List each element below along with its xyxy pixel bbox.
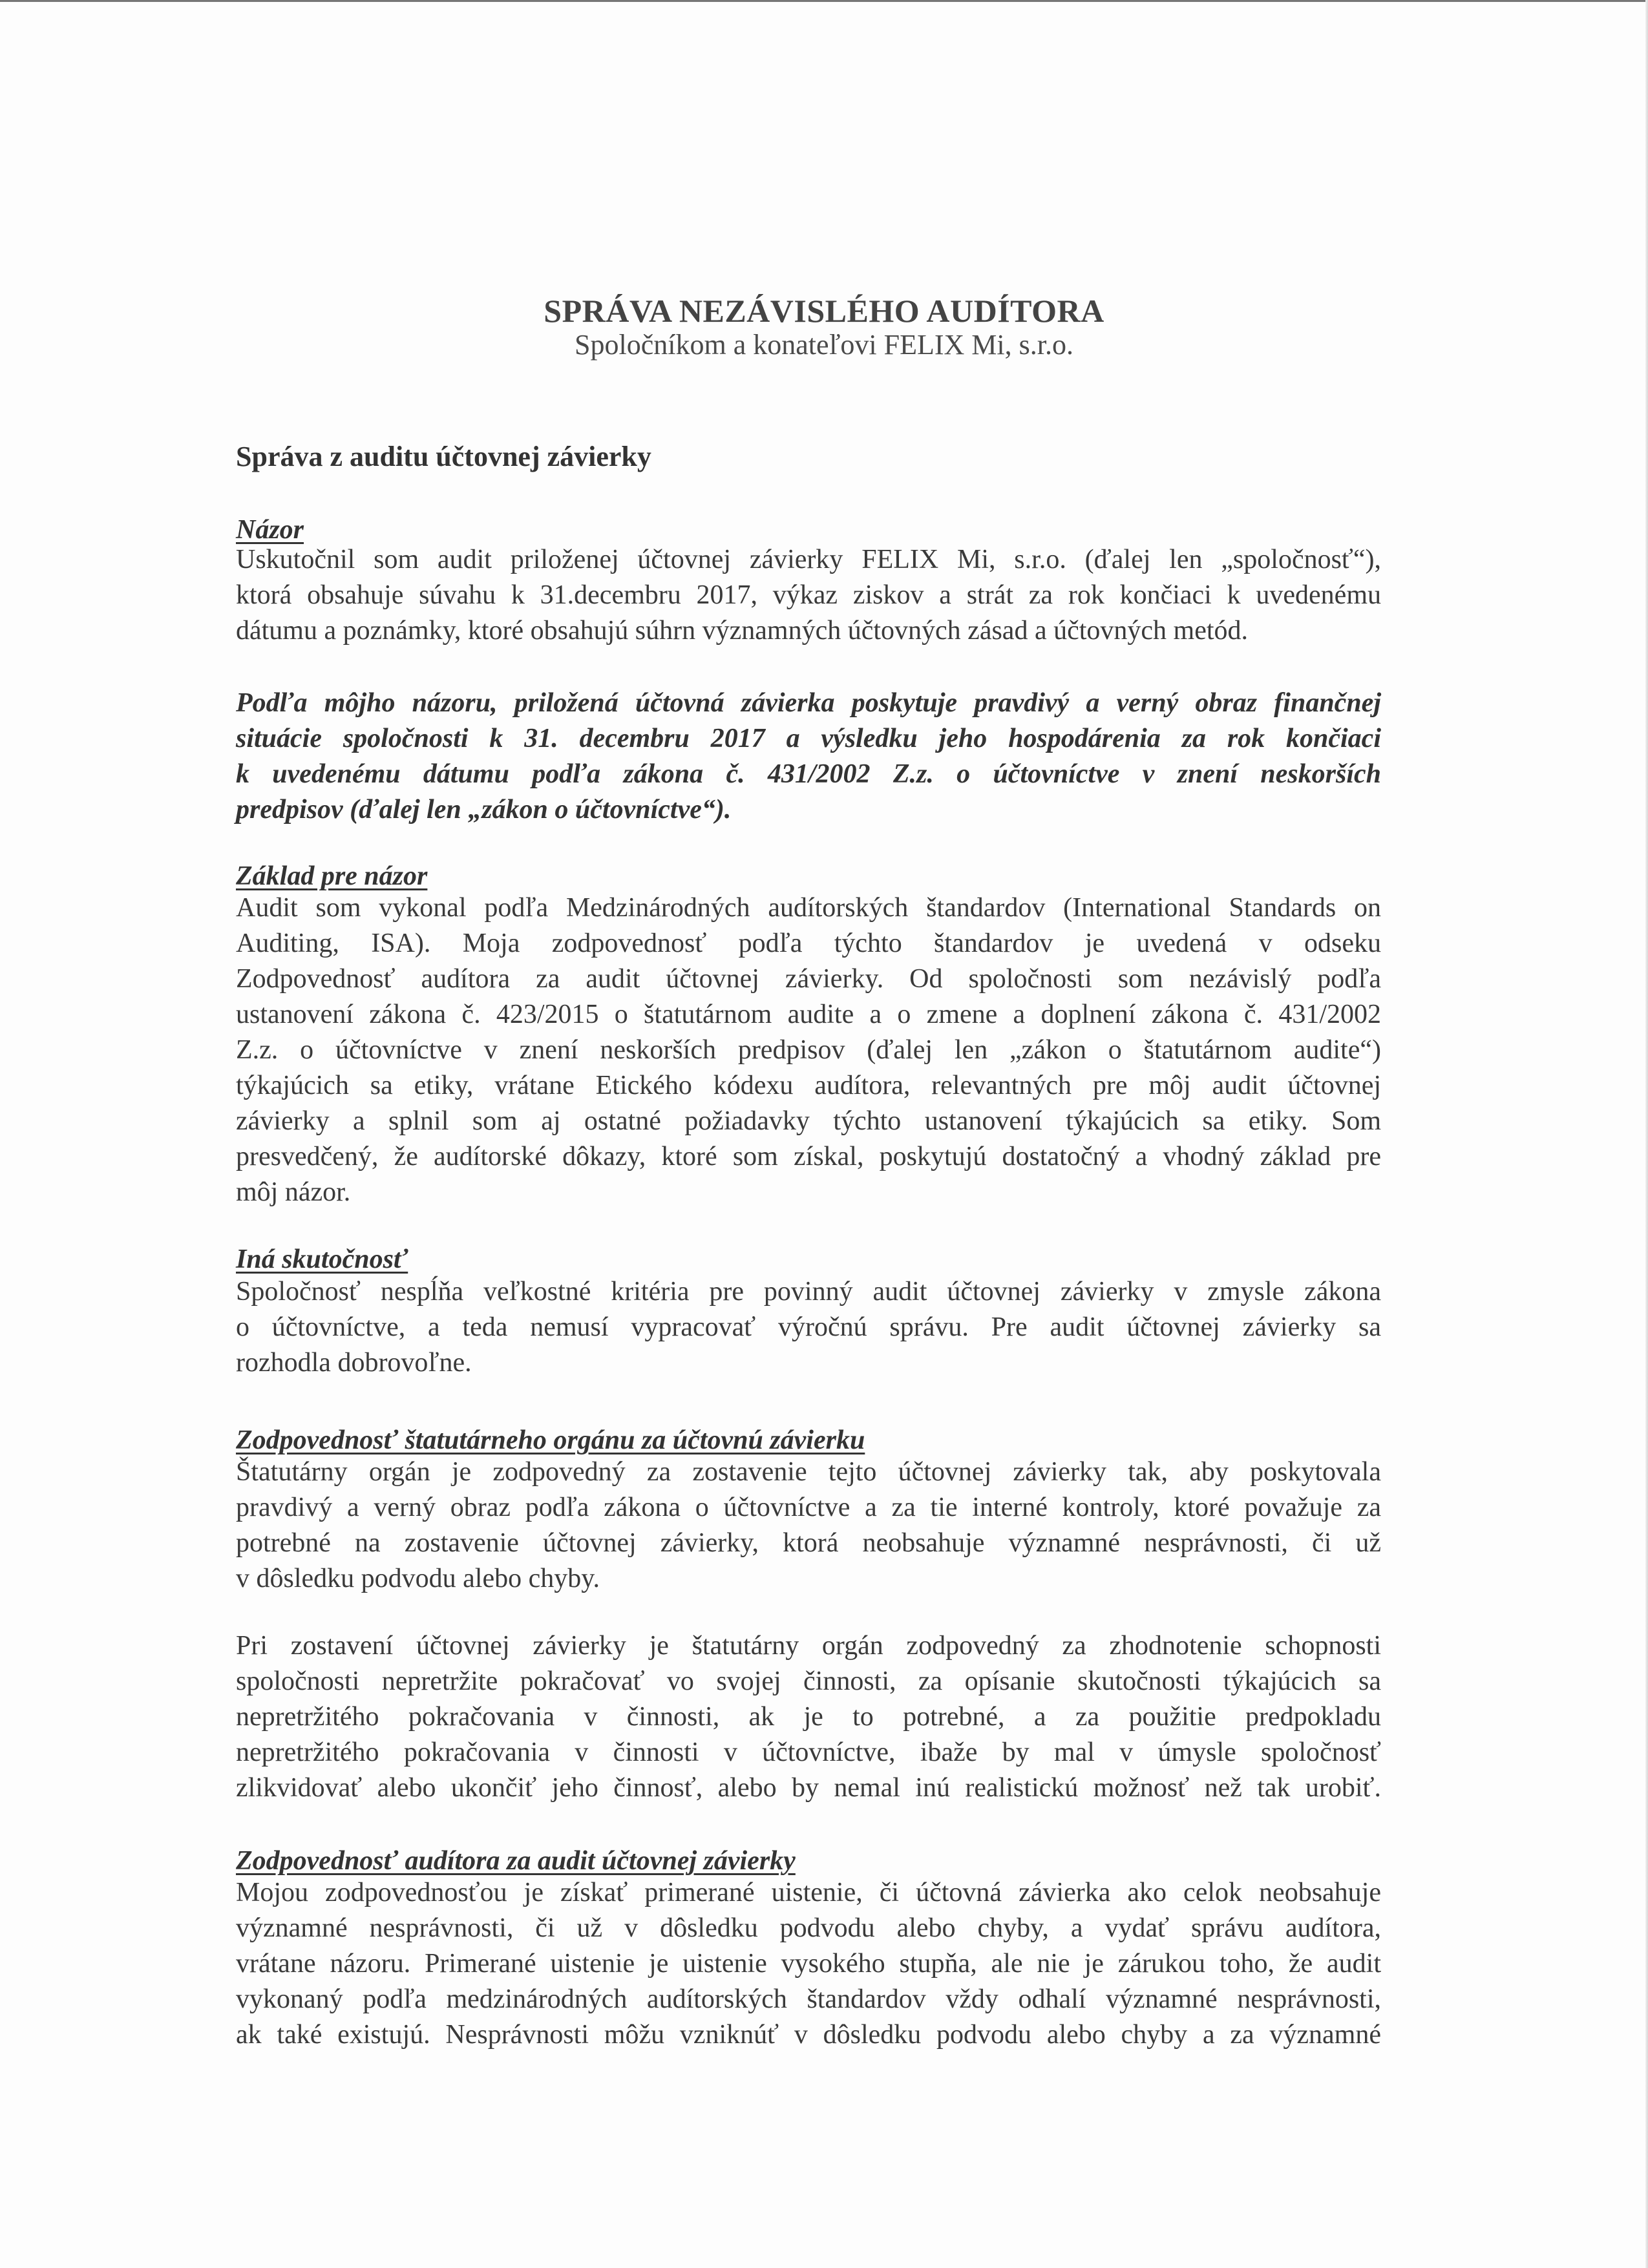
- text-line: významné nesprávnosti, či už v dôsledku podvodu alebo chyby, a vydať správu audítora,: [236, 1913, 1381, 1943]
- section-heading: Názor: [236, 515, 304, 545]
- text-line: Spoločnosť nespĺňa veľkostné kritéria pre povinný audit účtovnej závierky v zmysle zákona: [236, 1277, 1381, 1307]
- text-line: Pri zostavení účtovnej závierky je štatutárny orgán zodpovedný za zhodnotenie schopnosti: [236, 1631, 1381, 1661]
- text-line: pravdivý a verný obraz podľa zákona o účtovníctve a za tie interné kontroly, ktoré považuje za: [236, 1493, 1381, 1522]
- text-line: rozhodla dobrovoľne.: [236, 1348, 472, 1378]
- text-line: spoločnosti nepretržite pokračovať vo svojej činnosti, za opísanie skutočnosti týkajúcich sa: [236, 1666, 1381, 1696]
- text-line: nepretržitého pokračovania v činnosti v účtovníctve, ibaže by mal v úmysle spoločnosť: [236, 1738, 1381, 1767]
- text-line: Štatutárny orgán je zodpovedný za zostavenie tejto účtovnej závierky tak, aby poskytovala: [236, 1457, 1381, 1487]
- document-title: SPRÁVA NEZÁVISLÉHO AUDÍTORA: [544, 293, 1104, 329]
- text-line: dátumu a poznámky, ktoré obsahujú súhrn významných účtovných zásad a účtovných metód.: [236, 616, 1249, 646]
- section-heading: Základ pre názor: [236, 861, 428, 891]
- text-line: Podľa môjho názoru, priložená účtovná závierka poskytuje pravdivý a verný obraz finančnej: [236, 688, 1381, 718]
- paragraph: [236, 1875, 1381, 2053]
- paragraph: [236, 1628, 1381, 1806]
- section-heading-row: [236, 859, 1381, 894]
- text-line: vykonaný podľa medzinárodných audítorských štandardov vždy odhalí významné nesprávnosti,: [236, 1984, 1381, 2014]
- paragraph: [236, 890, 1381, 1210]
- text-line: Uskutočnil som audit priloženej účtovnej závierky FELIX Mi, s.r.o. (ďalej len „spoločnosť“),: [236, 545, 1381, 574]
- section-title: Správa z auditu účtovnej závierky: [236, 441, 651, 472]
- text-line: môj názor.: [236, 1177, 351, 1207]
- document-subtitle: Spoločníkom a konateľovi FELIX Mi, s.r.o.: [575, 329, 1073, 361]
- opinion-statement: [236, 686, 1381, 828]
- section-heading: Zodpovednosť audítora za audit účtovnej závierky: [236, 1846, 796, 1876]
- text-line: vrátane názoru. Primerané uistenie je uistenie vysokého stupňa, ale nie je zárukou toho, že audit: [236, 1949, 1381, 1979]
- text-line: ustanovení zákona č. 423/2015 o štatutárnom audite a o zmene a doplnení zákona č. 431/2002: [236, 1000, 1381, 1029]
- text-line: Audit som vykonal podľa Medzinárodných audítorských štandardov (International Standards on: [236, 893, 1381, 923]
- text-line: presvedčený, že audítorské dôkazy, ktoré som získal, poskytujú dostatočný a vhodný základ pre: [236, 1142, 1381, 1171]
- text-line: ak také existujú. Nesprávnosti môžu vzniknúť v dôsledku podvodu alebo chyby a za významné: [236, 2020, 1381, 2050]
- paragraph: [236, 1274, 1381, 1381]
- text-line: týkajúcich sa etiky, vrátane Etického kódexu audítora, relevantných pre môj audit účtovnej: [236, 1071, 1381, 1100]
- text-line: k uvedenému dátumu podľa zákona č. 431/2002 Z.z. o účtovníctve v znení neskorších: [236, 759, 1381, 789]
- text-line: Auditing, ISA). Moja zodpovednosť podľa týchto štandardov je uvedená v odseku: [236, 929, 1381, 958]
- scan-edge-top: [0, 0, 1648, 2]
- text-line: zlikvidovať alebo ukončiť jeho činnosť, alebo by nemal inú realistickú možnosť než tak urobiť.: [236, 1773, 1381, 1803]
- text-line: nepretržitého pokračovania v činnosti, ak je to potrebné, a za použitie predpokladu: [236, 1702, 1381, 1732]
- section-heading-row: [236, 1242, 1381, 1277]
- text-line: Mojou zodpovednosťou je získať primerané uistenie, či účtovná závierka ako celok neobsahuje: [236, 1878, 1381, 1907]
- text-line: Z.z. o účtovníctve v znení neskorších predpisov (ďalej len „zákon o štatutárnom audite“): [236, 1035, 1381, 1065]
- section-heading: Iná skutočnosť: [236, 1244, 408, 1274]
- text-line: ktorá obsahuje súvahu k 31.decembru 2017, výkaz ziskov a strát za rok končiaci k uvedenému: [236, 580, 1381, 610]
- text-line: v dôsledku podvodu alebo chyby.: [236, 1564, 600, 1593]
- section-heading: Zodpovednosť štatutárneho orgánu za účtovnú závierku: [236, 1425, 865, 1455]
- text-line: potrebné na zostavenie účtovnej závierky, ktorá neobsahuje významné nesprávnosti, či už: [236, 1528, 1381, 1558]
- paragraph: [236, 542, 1381, 649]
- text-line: o účtovníctve, a teda nemusí vypracovať výročnú správu. Pre audit účtovnej závierky sa: [236, 1312, 1381, 1342]
- text-line: závierky a splnil som aj ostatné požiadavky týchto ustanovení týkajúcich sa etiky. Som: [236, 1106, 1381, 1136]
- section-heading-row: [236, 1843, 1381, 1879]
- text-line: predpisov (ďalej len „zákon o účtovníctve“).: [236, 795, 732, 824]
- section-heading-row: [236, 1423, 1381, 1458]
- paragraph: [236, 1454, 1381, 1597]
- text-line: situácie spoločnosti k 31. decembru 2017 a výsledku jeho hospodárenia za rok končiaci: [236, 724, 1381, 753]
- text-line: Zodpovednosť audítora za audit účtovnej závierky. Od spoločnosti som nezávislý podľa: [236, 964, 1381, 994]
